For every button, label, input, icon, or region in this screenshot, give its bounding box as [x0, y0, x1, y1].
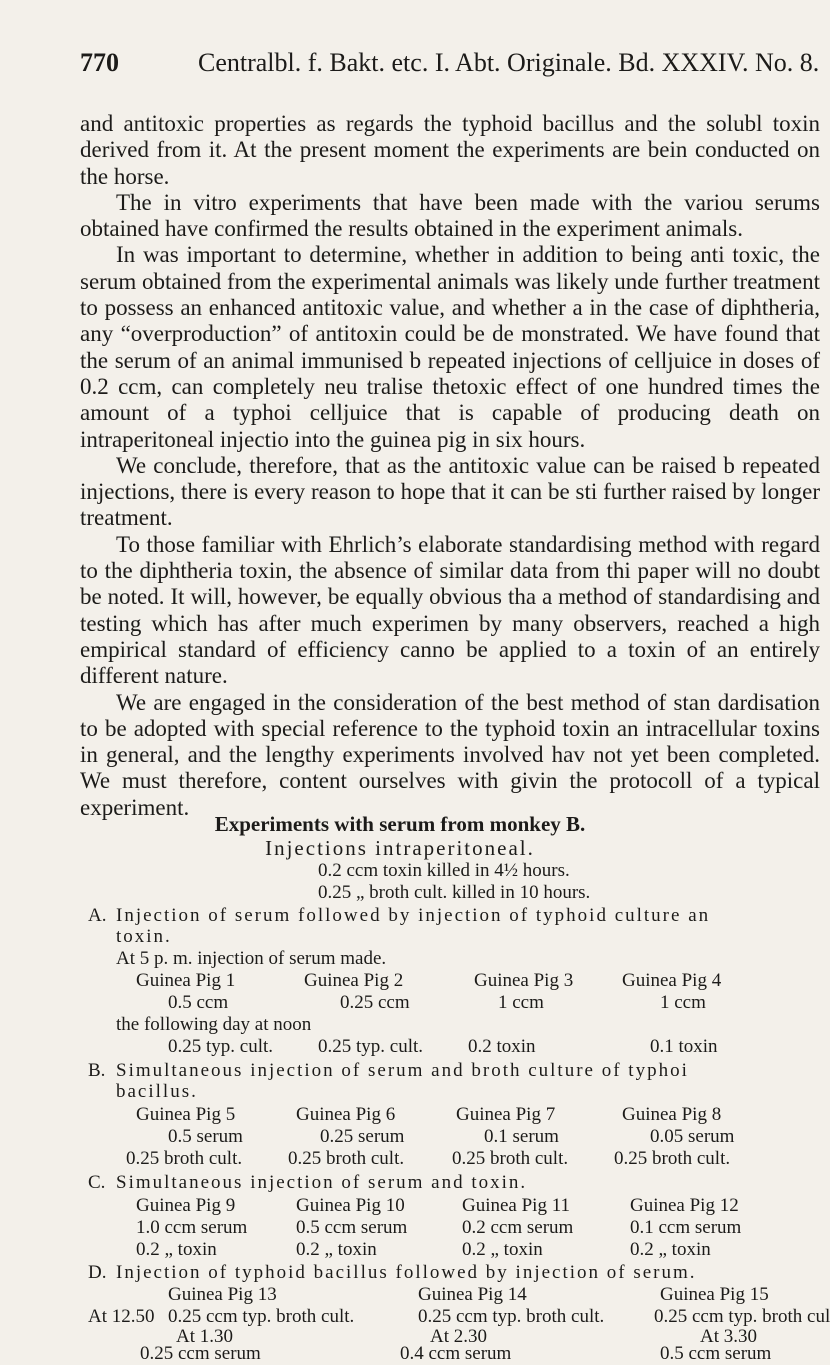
broth-value: 0.25 ccm typ. broth cult.	[168, 1306, 355, 1327]
control-broth: 0.25 „ broth cult. killed in 10 hours.	[318, 882, 591, 903]
followup-value: 0.25 typ. cult.	[318, 1036, 424, 1057]
dose-value: 1 ccm	[660, 992, 706, 1013]
broth-value: 0.25 broth cult.	[614, 1148, 731, 1169]
paragraph: To those familiar with Ehrlich’s elaborate standardising method with regard to the diphtheria toxin, the absence of similar data from thi paper will no doubt be noted. It will, however, be equally obvious tha a method of standardising and testing which has after much experimen by many observers, reached a high empirical standard of efficiency canno be applied to a toxin of an entirely different nature.	[80, 531, 820, 689]
pig-label: Guinea Pig 14	[418, 1284, 527, 1305]
pig-label: Guinea Pig 9	[136, 1195, 236, 1216]
time-label: At 1.30	[176, 1326, 233, 1347]
serum-value: 0.25 serum	[320, 1126, 405, 1147]
section-letter: B.	[88, 1060, 106, 1081]
serum-value: 0.5 ccm serum	[296, 1217, 408, 1238]
followup-value: 0.1 toxin	[650, 1036, 718, 1057]
paragraph: The in vitro experiments that have been made with the variou serums obtained have confirmed the results obtained in the experiment animals.	[80, 189, 820, 242]
paragraph: In was important to determine, whether in addition to being anti toxic, the serum obtained from the experimental animals was likely unde further treatment to possess an enhanced antitoxic value, and whether a in the case of diphtheria, any “overproduction” of antitoxin could be de monstrated. We have found that the serum of an animal immunised b repeated injections of celljuice in doses of 0.2 ccm, can completely neu tralise thetoxic effect of one hundred times the amount of a typhoi celljuice that is capable of producing death on intraperitoneal injectio into the guinea pig in six hours.	[80, 242, 820, 452]
section-heading: Injection of serum followed by injection of typhoid culture an	[116, 905, 711, 926]
section-heading: Injection of typhoid bacillus followed by injection of serum.	[116, 1262, 697, 1283]
pig-label: Guinea Pig 12	[630, 1195, 739, 1216]
pig-label: Guinea Pig 4	[622, 970, 722, 991]
experiment-title: Experiments with serum from monkey B.	[214, 812, 586, 836]
running-title: Centralbl. f. Bakt. etc. I. Abt. Originale. Bd. XXXIV. No. 8.	[198, 48, 820, 77]
section-note: the following day at noon	[116, 1014, 312, 1035]
toxin-value: 0.2 „ toxin	[136, 1239, 217, 1260]
section-heading: Simultaneous injection of serum and broth culture of typhoi	[116, 1060, 689, 1081]
serum-value: 0.2 ccm serum	[462, 1217, 574, 1238]
pig-label: Guinea Pig 11	[462, 1195, 571, 1216]
time-label: At 3.30	[700, 1326, 757, 1347]
pig-label: Guinea Pig 2	[304, 970, 404, 991]
dose-value: 0.25 ccm	[340, 992, 410, 1013]
pig-label: Guinea Pig 15	[660, 1284, 769, 1305]
broth-value: 0.25 ccm typ. broth cult.	[418, 1306, 605, 1327]
pig-label: Guinea Pig 10	[296, 1195, 405, 1216]
broth-value: 0.25 broth cult.	[452, 1148, 569, 1169]
paragraph: We conclude, therefore, that as the antitoxic value can be raised b repeated injections, there is every reason to hope that it can be sti further raised by longer treatment.	[80, 452, 820, 531]
serum-value: 0.1 ccm serum	[630, 1217, 742, 1238]
serum-value: 0.5 ccm serum	[660, 1343, 772, 1364]
toxin-value: 0.2 „ toxin	[630, 1239, 711, 1260]
section-heading: bacillus.	[116, 1081, 198, 1102]
broth-value: 0.25 ccm typ. broth cul	[654, 1306, 830, 1327]
section-note: At 5 p. m. injection of serum made.	[116, 948, 387, 969]
paragraph: and antitoxic properties as regards the typhoid bacillus and the solubl toxin derived from it. At the present moment the experiments are bein conducted on the horse.	[80, 111, 820, 189]
toxin-value: 0.2 „ toxin	[296, 1239, 377, 1260]
pig-label: Guinea Pig 13	[168, 1284, 277, 1305]
dose-value: 1 ccm	[498, 992, 544, 1013]
pig-label: Guinea Pig 7	[456, 1104, 556, 1125]
serum-value: 0.05 serum	[650, 1126, 735, 1147]
time-label: At 12.50	[88, 1306, 155, 1327]
pig-label: Guinea Pig 6	[296, 1104, 396, 1125]
paragraph: We are engaged in the consideration of the best method of stan dardisation to be adopted with special reference to the typhoid toxin an intracellular toxins in general, and the lengthy experiments involved hav not yet been completed. We must therefore, content ourselves with givin the protocoll of a typical experiment.	[80, 689, 820, 820]
section-letter: D.	[88, 1262, 107, 1283]
followup-value: 0.25 typ. cult.	[168, 1036, 274, 1057]
dose-value: 0.5 ccm	[168, 992, 229, 1013]
broth-value: 0.25 broth cult.	[126, 1148, 243, 1169]
control-toxin: 0.2 ccm toxin killed in 4½ hours.	[318, 860, 570, 881]
pig-label: Guinea Pig 3	[474, 970, 574, 991]
section-heading: Simultaneous injection of serum and toxin.	[116, 1172, 528, 1193]
serum-value: 0.1 serum	[484, 1126, 559, 1147]
body-text	[80, 111, 820, 821]
toxin-value: 0.2 „ toxin	[462, 1239, 543, 1260]
serum-value: 0.25 ccm serum	[140, 1343, 261, 1364]
pig-label: Guinea Pig 5	[136, 1104, 236, 1125]
time-label: At 2.30	[430, 1326, 487, 1347]
experiment-subtitle: Injections intraperitoneal.	[265, 836, 535, 860]
section-heading: toxin.	[116, 926, 172, 947]
followup-value: 0.2 toxin	[468, 1036, 536, 1057]
serum-value: 1.0 ccm serum	[136, 1217, 248, 1238]
pig-label: Guinea Pig 1	[136, 970, 236, 991]
section-letter: A.	[88, 905, 107, 926]
pig-label: Guinea Pig 8	[622, 1104, 722, 1125]
section-letter: C.	[88, 1172, 106, 1193]
serum-value: 0.4 ccm serum	[400, 1343, 512, 1364]
broth-value: 0.25 broth cult.	[288, 1148, 405, 1169]
serum-value: 0.5 serum	[168, 1126, 243, 1147]
page-number: 770	[80, 48, 119, 77]
